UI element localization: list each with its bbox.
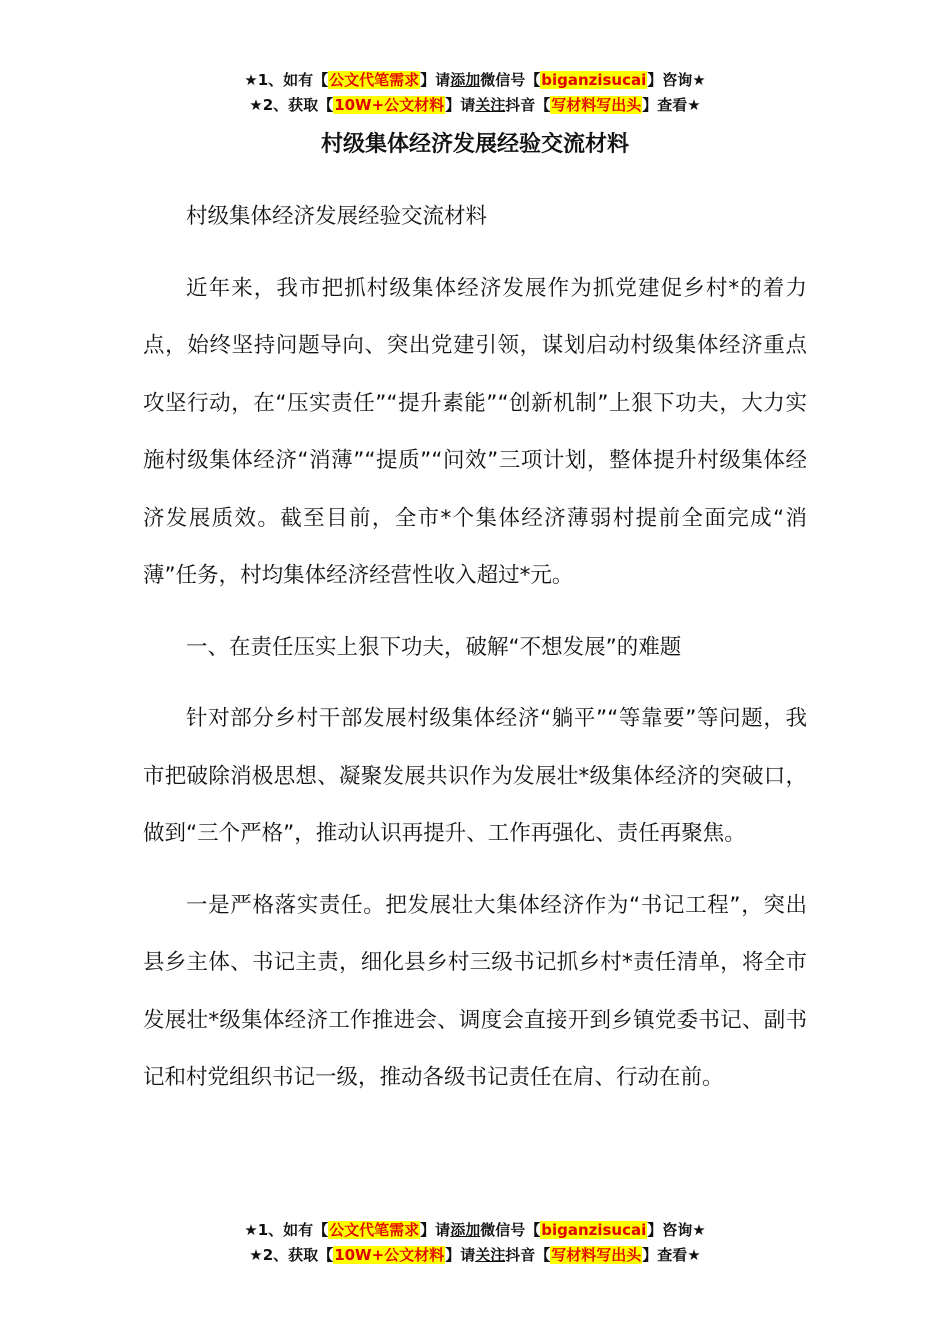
promo-highlight: 写材料写出头 xyxy=(551,1246,642,1264)
promo-text: 微信号【 xyxy=(480,71,541,89)
promo-text: ★2、获取【 xyxy=(249,1246,334,1264)
promo-text: 】咨询★ xyxy=(647,1221,706,1239)
promo-highlight: 10W+公文材料 xyxy=(334,1246,445,1264)
promo-text: 】查看★ xyxy=(642,96,701,114)
promo-text: 】请 xyxy=(420,1221,451,1239)
promo-highlight: 10W+公文材料 xyxy=(334,96,445,114)
paragraph-problem: 针对部分乡村干部发展村级集体经济“躺平”“等靠要”等问题，我市把破除消极思想、凝聚发展共识作为发展壮*级集体经济的突破口，做到“三个严格”，推动认识再提升、工作再强化、责任再聚焦。 xyxy=(143,706,807,846)
promo-text: 】请 xyxy=(420,71,451,89)
promo-highlight: 写材料写出头 xyxy=(551,96,642,114)
promo-text: 微信号【 xyxy=(480,1221,541,1239)
document-title: 村级集体经济发展经验交流材料 xyxy=(320,132,629,157)
promo-text: ★1、如有【 xyxy=(244,71,329,89)
paragraph-heading: 一、在责任压实上狠下功夫，破解“不想发展”的难题 xyxy=(186,634,682,660)
paragraph-intro: 近年来，我市把抓村级集体经济发展作为抓党建促乡村*的着力点，始终坚持问题导向、突出党建引领，谋划启动村级集体经济重点攻坚行动，在“压实责任”“提升素能”“创新机制”上狠下功夫，大力实施村级集体经济“消薄”“提质”“问效”三项计划，整体提升村级集体经济发展质效。截至目前，全市*个集体经济薄弱村提前全面完成“消薄”任务，村均集体经济经营性收入超过*元。 xyxy=(143,275,807,588)
promo-underline: 关注 xyxy=(475,96,506,114)
promo-text: 抖音【 xyxy=(505,1246,551,1264)
promo-line-1-top xyxy=(0,69,950,91)
promo-text: ★2、获取【 xyxy=(249,96,334,114)
paragraph-subtitle: 村级集体经济发展经验交流材料 xyxy=(186,204,488,229)
promo-text: 】请 xyxy=(445,96,476,114)
promo-line-1-bottom xyxy=(0,1219,950,1241)
promo-highlight: biganzisucai xyxy=(541,71,647,89)
promo-line-2-bottom xyxy=(0,1244,950,1266)
promo-text: 】查看★ xyxy=(642,1246,701,1264)
promo-text: 抖音【 xyxy=(505,96,551,114)
promo-underline: 关注 xyxy=(475,1246,506,1264)
paragraph-point-one: 一是严格落实责任。把发展壮大集体经济作为“书记工程”，突出县乡主体、书记主责，细化县乡村三级书记抓乡村*责任清单，将全市发展壮*级集体经济工作推进会、调度会直接开到乡镇党委书记、副书记和村党组织书记一级，推动各级书记责任在肩、行动在前。 xyxy=(143,892,807,1090)
promo-highlight: biganzisucai xyxy=(541,1221,647,1239)
promo-text: 】请 xyxy=(445,1246,476,1264)
promo-line-2-top xyxy=(0,94,950,116)
document-body xyxy=(143,188,807,1121)
promo-highlight: 公文代笔需求 xyxy=(329,1221,420,1239)
promo-underline: 添加 xyxy=(450,71,481,89)
promo-highlight: 公文代笔需求 xyxy=(329,71,420,89)
promo-text: ★1、如有【 xyxy=(244,1221,329,1239)
promo-underline: 添加 xyxy=(450,1221,481,1239)
promo-text: 】咨询★ xyxy=(647,71,706,89)
